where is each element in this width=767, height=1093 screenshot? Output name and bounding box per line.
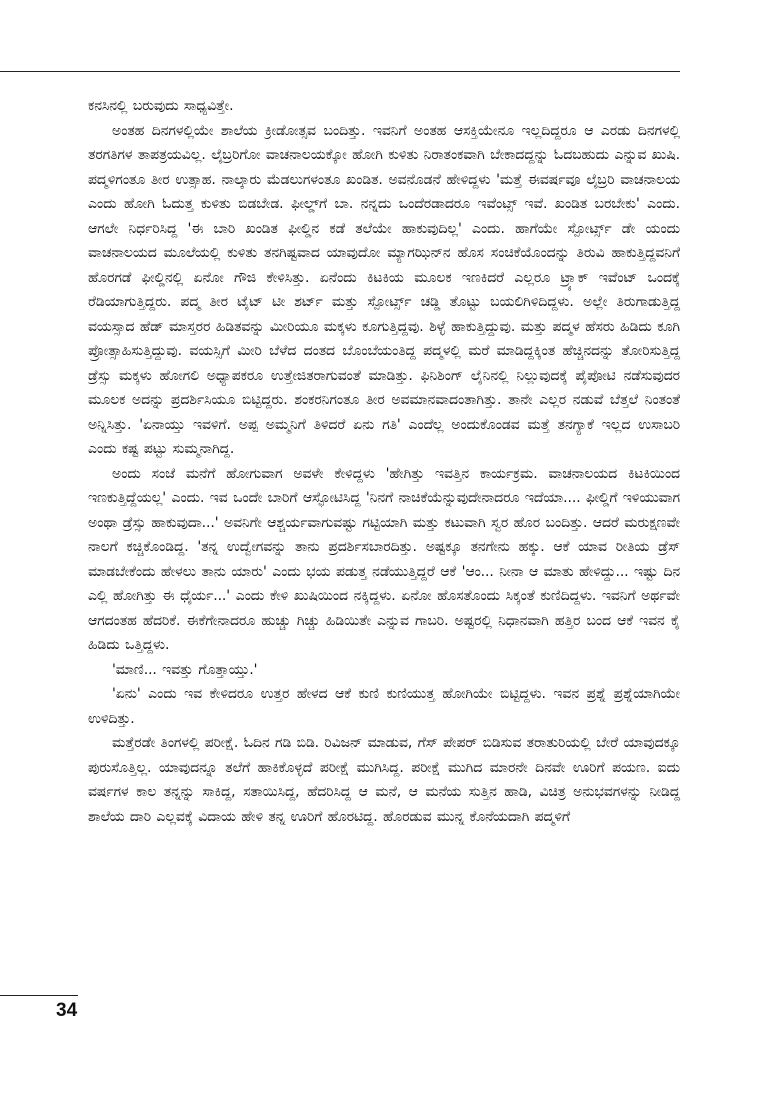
paragraph: ಮತ್ತೆರಡೇ ತಿಂಗಳಲ್ಲಿ ಪರೀಕ್ಷೆ. ಓದಿನ ಗಡಿ ಬಿಡಿ. ರಿವಿಜನ್ ಮಾಡುವ, ಗೆಸ್ ಪೇಪರ್ ಬಿಡಿಸುವ ತರಾತುರಿಯಲ್ಲಿ ಬೇರೆ ಯಾವುದಕ್ಕೂ ಪುರುಸೊತ್ತಿಲ್ಲ. ಯಾವುದನ್ನೂ ತಲೆಗೆ ಹಾಕಿಕೊಳ್ಳದೆ ಪರೀಕ್ಷೆ ಮುಗಿಸಿದ್ದ. ಪರೀಕ್ಷೆ ಮುಗಿದ ಮಾರನೇ ದಿನವೇ ಊರಿಗೆ ಪಯಣ. ಐದು ವರ್ಷಗಳ ಕಾಲ ತನ್ನನ್ನು ಸಾಕಿದ್ದ, ಸತಾಯಿಸಿದ್ದ, ಹೆದರಿಸಿದ್ದ ಆ ಮನೆ, ಆ ಮನೆಯ ಸುತ್ತಿನ ಹಾಡಿ, ವಿಚಿತ್ರ ಅನುಭವಗಳನ್ನು ನೀಡಿದ್ದ ಶಾಲೆಯ ದಾರಿ ಎಲ್ಲವಕ್ಕೆ ವಿದಾಯ ಹೇಳಿ ತನ್ನ ಊರಿಗೆ ಹೊರಟಿದ್ದ. ಹೊರಡುವ ಮುನ್ನ ಕೊನೆಯದಾಗಿ ಪದ್ಮಳಿಗೆ	[88, 735, 680, 825]
paragraph: ಅಂತಹ ದಿನಗಳಲ್ಲಿಯೇ ಶಾಲೆಯ ಕ್ರೀಡೋತ್ಸವ ಬಂದಿತ್ತು. ಇವನಿಗೆ ಅಂತಹ ಆಸಕ್ತಿಯೇನೂ ಇಲ್ಲದಿದ್ದರೂ ಆ ಎರಡು ದಿನಗಳಲ್ಲಿ ತರಗತಿಗಳ ತಾಪತ್ರಯವಿಲ್ಲ. ಲೈಬ್ರರಿಗೋ ವಾಚನಾಲಯಕ್ಕೋ ಹೋಗಿ ಕುಳಿತು ನಿರಾತಂಕವಾಗಿ ಬೇಕಾದದ್ದನ್ನು ಓದಬಹುದು ಎನ್ನುವ ಖುಷಿ. ಪದ್ಮಳಿಗಂತೂ ತೀರ ಉತ್ಸಾಹ. ನಾಲ್ಕಾರು ಮೆಡಲುಗಳಂತೂ ಖಂಡಿತ. ಅವನೊಡನೆ ಹೇಳಿದ್ದಳು 'ಮತ್ತೆ ಈವರ್ಷವೂ ಲೈಬ್ರರಿ ವಾಚನಾಲಯ ಎಂದು ಹೋಗಿ ಓದುತ್ತ ಕುಳಿತು ಬಿಡಬೇಡ. ಫೀಲ್ಡ್‌ಗೆ ಬಾ. ನನ್ನದು ಒಂದೆರಡಾದರೂ ಇವೆಂಟ್ಸ್ ಇವೆ. ಖಂಡಿತ ಬರಬೇಕು' ಎಂದು. ಆಗಲೇ ನಿರ್ಧರಿಸಿದ್ದ 'ಈ ಬಾರಿ ಖಂಡಿತ ಫೀಲ್ಡಿನ ಕಡೆ ತಲೆಯೇ ಹಾಕುವುದಿಲ್ಲ' ಎಂದು. ಹಾಗೆಯೇ ಸ್ಪೋರ್ಟ್ಸ್ ಡೇ ಯಂದು ವಾಚನಾಲಯದ ಮೂಲೆಯಲ್ಲಿ ಕುಳಿತು ತನಗಿಷ್ಟವಾದ ಯಾವುದೋ ಮ್ಯಾಗಝಿನ್‌ನ ಹೊಸ ಸಂಚಿಕೆಯೊಂದನ್ನು ತಿರುವಿ ಹಾಕುತ್ತಿದ್ದವನಿಗೆ ಹೊರಗಡೆ ಫೀಲ್ಡಿನಲ್ಲಿ ಏನೋ ಗೌಜಿ ಕೇಳಿಸಿತ್ತು. ಏನೆಂದು ಕಿಟಕಿಯ ಮೂಲಕ ಇಣಕಿದರೆ ಎಲ್ಲರೂ ಟ್ರ್ಯಾಕ್ ಇವೆಂಟ್ ಒಂದಕ್ಕೆ ರೆಡಿಯಾಗುತ್ತಿದ್ದರು. ಪದ್ಮ ತೀರ ಟೈಟ್ ಟೀ ಶರ್ಟ್ ಮತ್ತು ಸ್ಪೋರ್ಟ್ಸ್ ಚಡ್ಡಿ ತೊಟ್ಟು ಬಯಲಿಗಿಳಿದಿದ್ದಳು. ಅಲ್ಲೇ ತಿರುಗಾಡುತ್ತಿದ್ದ ವಯಸ್ಸಾದ ಹೆಡ್ ಮಾಸ್ತರರ ಹಿಡಿತವನ್ನು ಮೀರಿಯೂ ಮಕ್ಕಳು ಕೂಗುತ್ತಿದ್ದವು. ಶಿಳ್ಳೆ ಹಾಕುತ್ತಿದ್ದುವು. ಮತ್ತು ಪದ್ಮಳ ಹೆಸರು ಹಿಡಿದು ಕೂಗಿ ಪ್ರೋತ್ಸಾಹಿಸುತ್ತಿದ್ದುವು. ವಯಸ್ಸಿಗೆ ಮೀರಿ ಬೆಳೆದ ದಂತದ ಬೊಂಬೆಯಂತಿದ್ದ ಪದ್ಮಳಲ್ಲಿ ಮರೆ ಮಾಡಿದ್ದಕ್ಕಿಂತ ಹೆಚ್ಚಿನದನ್ನು ತೋರಿಸುತ್ತಿದ್ದ ಡ್ರೆಸ್ಸು ಮಕ್ಕಳು ಹೋಗಲಿ ಅಧ್ಯಾಪಕರೂ ಉತ್ತೇಜಿತರಾಗುವಂತೆ ಮಾಡಿತ್ತು. ಫಿನಿಶಿಂಗ್ ಲೈನಿನಲ್ಲಿ ನಿಲ್ಲುವುದಕ್ಕೆ ಪೈಪೋಟಿ ನಡೆಸುವುದರ ಮೂಲಕ ಅದನ್ನು ಪ್ರದರ್ಶಿಸಿಯೂ ಬಿಟ್ಟಿದ್ದರು. ಶಂಕರನಿಗಂತೂ ತೀರ ಅವಮಾನವಾದಂತಾಗಿತ್ತು. ತಾನೇ ಎಲ್ಲರ ನಡುವೆ ಬೆತ್ತಲೆ ನಿಂತಂತೆ ಅನ್ನಿಸಿತ್ತು. 'ಏನಾಯ್ತು ಇವಳಿಗೆ. ಅಪ್ಪ ಅಮ್ಮನಿಗೆ ತಿಳಿದರೆ ಏನು ಗತಿ' ಎಂದೆಲ್ಲ ಅಂದುಕೊಂಡವ ಮತ್ತೆ ತನಗ್ಯಾಕೆ ಇಲ್ಲದ ಉಸಾಬರಿ ಎಂದು ಕಷ್ಟ ಪಟ್ಟು ಸುಮ್ಮನಾಗಿದ್ದ.	[88, 122, 680, 457]
paragraph: ಅಂದು ಸಂಜೆ ಮನೆಗೆ ಹೋಗುವಾಗ ಅವಳೇ ಕೇಳಿದ್ದಳು 'ಹೇಗಿತ್ತು ಇವತ್ತಿನ ಕಾರ್ಯಕ್ರಮ. ವಾಚನಾಲಯದ ಕಿಟಕಿಯಿಂದ ಇಣಕುತ್ತಿದ್ದೆಯಲ್ಲ' ಎಂದು. ಇವ ಒಂದೇ ಬಾರಿಗೆ ಆಸ್ಫೋಟಿಸಿದ್ದ 'ನಿನಗೆ ನಾಚಿಕೆಯೆನ್ನುವುದೇನಾದರೂ ಇದೆಯಾ.... ಫೀಲ್ಡಿಗೆ ಇಳಿಯುವಾಗ ಅಂಥಾ ಡ್ರೆಸ್ಸು ಹಾಕುವುದಾ...' ಅವನಿಗೇ ಆಶ್ಚರ್ಯವಾಗುವಷ್ಟು ಗಟ್ಟಿಯಾಗಿ ಮತ್ತು ಕಟುವಾಗಿ ಸ್ವರ ಹೊರ ಬಂದಿತ್ತು. ಆದರೆ ಮರುಕ್ಷಣವೇ ನಾಲಗೆ ಕಚ್ಚಿಕೊಂಡಿದ್ದ. 'ತನ್ನ ಉದ್ವೇಗವನ್ನು ತಾನು ಪ್ರದರ್ಶಿಸಬಾರದಿತ್ತು. ಅಷ್ಟಕ್ಕೂ ತನಗೇನು ಹಕ್ಕು. ಆಕೆ ಯಾವ ರೀತಿಯ ಡ್ರೆಸ್ ಮಾಡಬೇಕೆಂದು ಹೇಳಲು ತಾನು ಯಾರು' ಎಂದು ಭಯ ಪಡುತ್ತ ನಡೆಯುತ್ತಿದ್ದರೆ ಆಕೆ 'ಆಂ... ನೀನಾ ಆ ಮಾತು ಹೇಳಿದ್ದು... ಇಷ್ಟು ದಿನ ಎಲ್ಲಿ ಹೋಗಿತ್ತು ಈ ಧೈರ್ಯ...' ಎಂದು ಕೇಳಿ ಖುಷಿಯಿಂದ ನಕ್ಕಿದ್ದಳು. ಏನೋ ಹೊಸತೊಂದು ಸಿಕ್ಕಂತೆ ಕುಣಿದಿದ್ದಳು. ಇವನಿಗೆ ಅರ್ಥವೇ ಆಗದಂತಹ ಹೆದರಿಕೆ. ಈಕೆಗೇನಾದರೂ ಹುಚ್ಚು ಗಿಚ್ಚು ಹಿಡಿಯಿತೇ ಎನ್ನುವ ಗಾಬರಿ. ಅಷ್ಟರಲ್ಲಿ ನಿಧಾನವಾಗಿ ಹತ್ತಿರ ಬಂದ ಆಕೆ ಇವನ ಕೈ ಹಿಡಿದು ಒತ್ತಿದ್ದಳು.	[88, 465, 680, 653]
paragraph: 'ಮಾಣಿ... ಇವತ್ತು ಗೊತ್ತಾಯ್ತು.'	[112, 661, 258, 678]
paragraph: ಕನಸಿನಲ್ಲಿ ಬರುವುದು ಸಾಧ್ಯವಿತ್ತೇ.	[88, 98, 234, 114]
paragraph: 'ಏನು' ಎಂದು ಇವ ಕೇಳಿದರೂ ಉತ್ತರ ಹೇಳದ ಆಕೆ ಕುಣಿ ಕುಣಿಯುತ್ತ ಹೋಗಿಯೇ ಬಿಟ್ಟಿದ್ದಳು. ಇವನ ಪ್ರಶ್ನೆ ಪ್ರಶ್ನೆಯಾಗಿಯೇ ಉಳಿದಿತ್ತು.	[88, 686, 680, 727]
header-rule	[0, 71, 680, 72]
page-number: 34	[56, 1000, 78, 1021]
footer-rule	[0, 995, 78, 996]
body-text	[88, 94, 680, 829]
